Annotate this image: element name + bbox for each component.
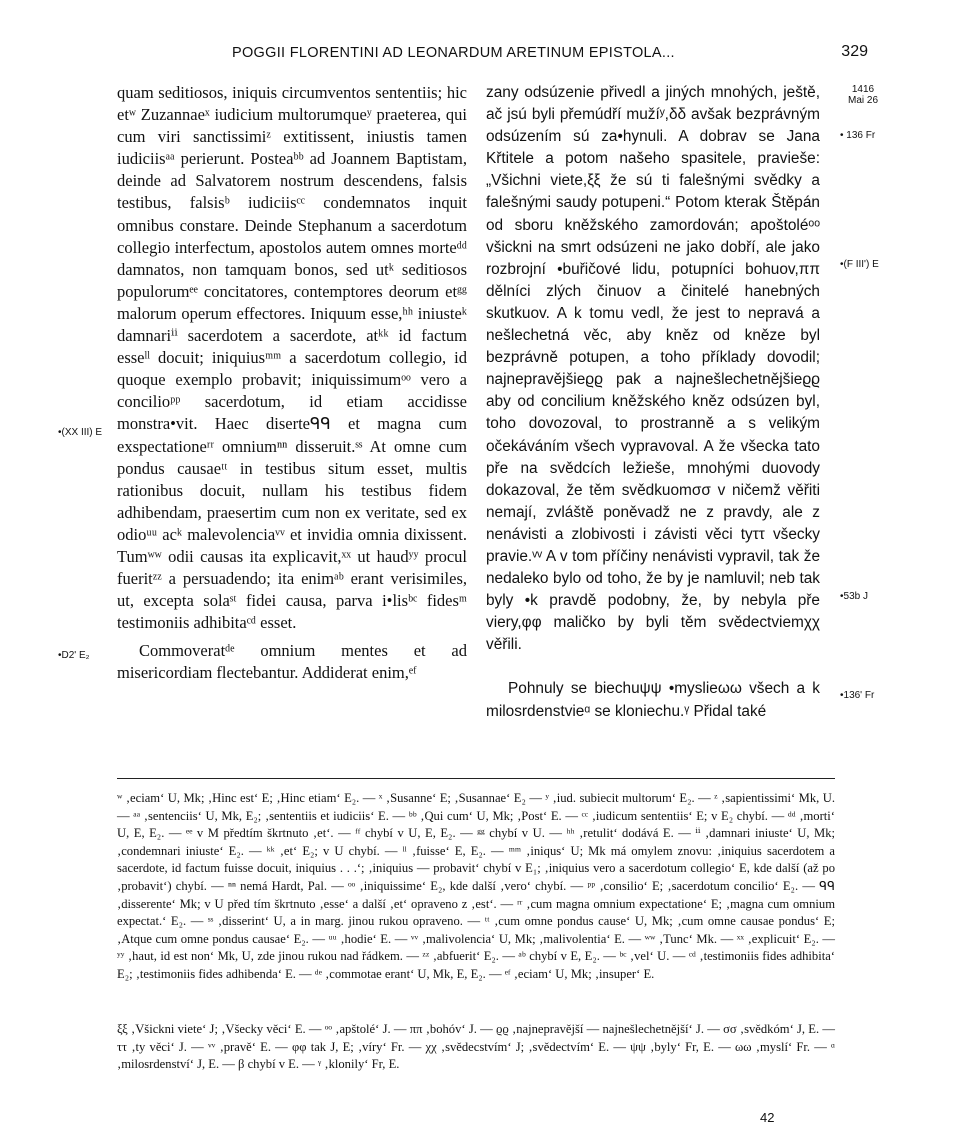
signature-number: 42 [760,1110,775,1125]
critical-apparatus-latin: ʷ ‚eciam‘ U, Mk; ‚Hinc est‘ E; ‚Hinc etiam‘ E₂. — ˣ ‚Susanne‘ E; ‚Susannae‘ E₂ — ʸ ‚iud. subiecit multorum‘ E₂. — ᶻ ‚sapientissimi‘ Mk, U. — ᵃᵃ ‚sentenciis‘ U, Mk, E₂; ‚sententiis et iudiciis‘ E. — ᵇᵇ ‚Qui cum‘ U, Mk; ‚Post‘ E. — ᶜᶜ ‚iudicum sententiis‘ E; v E₂ chybí. — ᵈᵈ ‚morti‘ U, E, E₂. — ᵉᵉ v M předtím škrtnuto ‚et‘. — ᶠᶠ chybí v U, E, E₂. — ᵍᵍ chybí v U. — ʰʰ ‚retulit‘ dodává E. — ⁱⁱ ‚damnari iniuste‘ U, Mk; ‚condemnari iniuste‘ E₂. — ᵏᵏ ‚et‘ E₂; v U chybí. — ˡˡ ‚fuisse‘ E, E₂. — ᵐᵐ ‚iniqus‘ U; Mk má omylem znovu: ‚iniquius sacerdotem a sacerdote, id factum fuisse docuit, iniquius . . .‘; ‚iniquius — probavit‘ chybí v E₁; ‚iniquius vero a sacerdotum collegio‘ E, kde další (až po ‚probavit‘) chybí. — ⁿⁿ nemá Hardt, Pal. — ᵒᵒ ‚iniquissime‘ E₂, kde další ‚vero‘ chybí. — ᵖᵖ ‚consilio‘ E; ‚sacerdotum concilio‘ E₂. — ᑫᑫ ‚disserente‘ Mk; v U před tím škrtnuto ‚esse‘ a další ‚et‘ opraveno z ‚est‘. — ʳʳ ‚cum magna omnium expectatione‘ E; ‚magna cum omnium expectat.‘ E₂. — ˢˢ ‚disserint‘ U, a in marg. jinou rukou opraveno. — ᵗᵗ ‚cum omne pondus cause‘ U, Mk; ‚cum omne causae pondus‘ E; ‚Atque cum omne pondus causae‘ E₂. — ᵘᵘ ‚hodie‘ E. — ᵛᵛ ‚malivolencia‘ U, Mk; ‚malivolentia‘ E. — ʷʷ ‚Tunc‘ Mk. — ˣˣ ‚explicuit‘ E₂. — ʸʸ ‚haut, id est non‘ Mk, U, zde jinou rukou nad řádkem. — ᶻᶻ ‚abfuerit‘ E₂. — ᵃᵇ chybí v E, E₂. — ᵇᶜ ‚vel‘ U. — ᶜᵈ ‚testimoniis fides adhibita‘ E₂; ‚testimoniis fides adhibenda‘ E. — ᵈᵉ ‚commotae erant‘ U, Mk, E, E₂. — ᵉᶠ ‚eciam‘ U, Mk; ‚insuper‘ E. [117,791,835,981]
margin-note-right: •53b J [840,591,868,602]
running-title: POGGII FLORENTINI AD LEONARDUM ARETINUM EPISTOLA... [232,45,675,61]
latin-paragraph: quam seditiosos, iniquis circumventos sententiis; hic etʷ Zuzannaeˣ iudicium multorumqueʸ praeterea, qui cum viri sanctissimiᶻ extitissent, iniustis tamen iudiciisᵃᵃ perierunt. Posteaᵇᵇ ad Joannem Baptistam, deinde ad Salvatorem nostrum descendens, falsis testibus, falsisᵇ iudiciisᶜᶜ condemnatos inquit omnibus constare. Deinde Stephanum a sacerdotum collegio interfectum, apostolos autem omnes morteᵈᵈ damnatos, non tamquam bonos, sed utᵏ seditiosos populorumᵉᵉ concitatores, contemptores deorum etᵍᵍ malorum operum effectores. Iniquum esse,ʰʰ iniusteᵏ damnariⁱⁱ sacerdotem a sacerdote, atᵏᵏ id factum esseˡˡ docuit; iniquiusᵐᵐ a sacerdotum collegio, id quoque exemplo probavit; iniquissimumᵒᵒ vero a concilioᵖᵖ sacerdotum, id etiam accidisse monstra•vit. Haec diserteᑫᑫ et magna cum exspectationeʳʳ omniumⁿⁿ disseruit.ˢˢ At omne cum pondus causaeᵗᵗ in testibus situm esset, multis rationibus docuit, nullam his testibus fidem adhibendam, praesertim cum non ex veritate, sed ex odioᵘᵘ acᵏ malevolenciaᵛᵛ et invidia omnia dixissent. Tumʷʷ odii causas ita explicavit,ˣˣ ut haudʸʸ procul fueritᶻᶻ a persuadendo; ita enimᵃᵇ erant verisimiles, ut, excepta solaˢᵗ fidei causa, parva i•lisᵇᶜ fidesᵐ testimoniis adhibitaᶜᵈ esset. [117,83,467,633]
margin-date-day: Mai 26 [848,95,879,106]
czech-paragraph: zany odsúzenie přivedl a jiných mnohých, ještě, ač jsú byli přemúdří mužíʸ,δδ avšak bezprávným odsúzením sú za•hynuli. A dobrav se Jana Křtitele a potom našeho spasitele, pravieše: „Všichni viete,ξξ že sú ti falešnými svědky a falešnými saudy potupeni.“ Potom kterak Štěpán od sboru kněžského zamordován; apoštoléᵒᵒ všickni na smrt odsúzeni ne jako dobří, ale jako rozbrojní •buřičové lidu, potupníci bohuov,ππ dělníci zlých činuov a činitelé hanebných skutkuov. A k tomu vedl, že jest to nepravá a nešlechetná věc, aby kněz od kněze byl bezprávně potupen, a toho příklady dovodil; najnepravějšieϱϱ pak a najnešlechetnějšieϱϱ aby od concilium kněžského kněz odsúzen byl, toho dovozoval, to prostranně a s velikým očekáváním všech vypravoval. A že všecka tato pře na svědcích ležieše, mnohými duovody dokazoval, že těm svědkuomσσ v ničemž věřiti nemají, zvláště poněvadž ne z pravdy, ale z nenávisti a zlobivosti i závisti věci tyττ všecky pravie.ᵛᵛ A v tom příčiny nenávisti vypravil, tak že nedaleko bylo od toho, že by je namluvil; neb tak byly •k pravdě podobny, že, by nebyla pře viery,φφ maličko by byli těm svědectviemχχ věřili. [486,84,820,654]
margin-note-right: •136' Fr [840,690,875,701]
footnote-divider [117,778,835,779]
margin-date [848,84,878,106]
latin-text-column [117,82,467,772]
margin-note-left: •D2' E₂ [58,650,90,661]
critical-apparatus-czech: ξξ ‚Všickni viete‘ J; ‚Všecky věci‘ E. — ᵒᵒ ‚apštolé‘ J. — ππ ‚bohóv‘ J. — ϱϱ ‚najnepravější — najnešlechetnější‘ J. — σσ ‚svědkóm‘ J, E. — ττ ‚ty věci‘ J. — ᵛᵛ ‚pravě‘ E. — φφ tak J, E; ‚víry‘ Fr. — χχ ‚svědecstvím‘ J; ‚svědectvím‘ E. — ψψ ‚byly‘ Fr, E. — ωω ‚myslí‘ Fr. — ᵅ ‚milosrdenství‘ J, E. — β chybí v E. — ᵞ ‚klonily‘ Fr, E. [117,1022,835,1072]
page-number: 329 [841,43,868,60]
margin-note-right: •(F III') E [840,259,879,270]
czech-paragraph: Pohnuly se biechuψψ •myslieωω všech a k milosrdenstvieᵅ se kloniechu.ᵞ Přidal také [486,680,820,720]
margin-date-year: 1416 [851,84,875,95]
margin-note-right: • 136 Fr [840,130,876,141]
latin-paragraph: Commoveratᵈᵉ omnium mentes et ad misericordiam flectebantur. Addiderat enim,ᵉᶠ [117,641,467,683]
czech-text-column [486,82,820,772]
margin-note-left: •(XX III) E [58,427,103,438]
